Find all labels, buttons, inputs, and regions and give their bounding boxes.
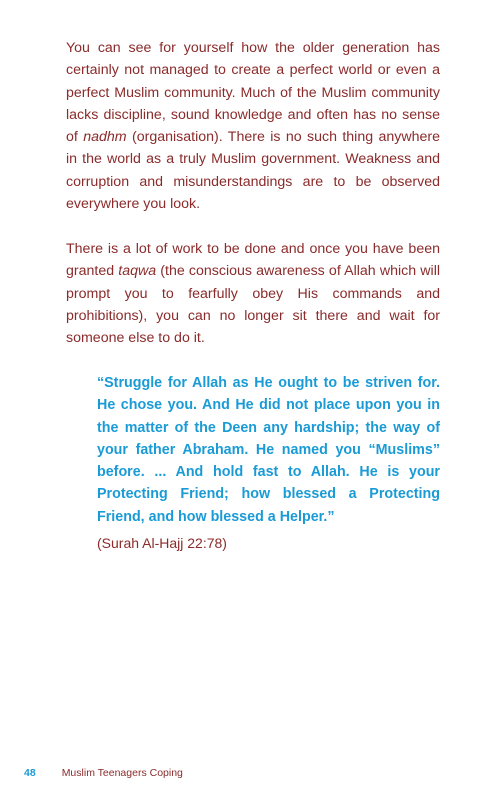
page-footer — [24, 766, 183, 780]
paragraph-1-text-end: (organisation). There is no such thing anywhere in the world as a truly Muslim government. Weakness and corruption and misunderstandings are to be observed everywhere you look. — [66, 129, 440, 213]
paragraph-2-text-start: There is a lot of work to be done and once you have been granted — [66, 241, 440, 280]
quote-citation: (Surah Al-Hajj 22:78) — [97, 535, 227, 551]
paragraph-1-text-start: You can see for yourself how the older generation has certainly not managed to create a perfect world or even a perfect Muslim community. Much of the Muslim community lacks discipline, sound knowledge and often has no sense of — [66, 40, 440, 146]
quran-quote: “Struggle for Allah as He ought to be striven for. He chose you. And He did not place upon you in the matter of the Deen any hardship; the way of your father Abraham. He named you “Muslims” before. ... And hold fast to Allah. He is your Protecting Friend; how blessed a Protecting Friend, and how blessed a Helper.” — [97, 375, 440, 525]
paragraph-2-text-end: (the conscious awareness of Allah which will prompt you to fearfully obey His commands and prohibitions), you can no longer sit there and wait for someone else to do it. — [66, 263, 440, 347]
paragraph-2-italic-term: taqwa — [118, 263, 157, 280]
page-number: 48 — [24, 767, 36, 779]
paragraph-1-italic-term: nadhm — [83, 129, 127, 146]
book-title: Muslim Teenagers Coping — [61, 767, 183, 779]
body-paragraph-1 — [66, 37, 440, 215]
body-paragraph-2 — [66, 238, 440, 349]
